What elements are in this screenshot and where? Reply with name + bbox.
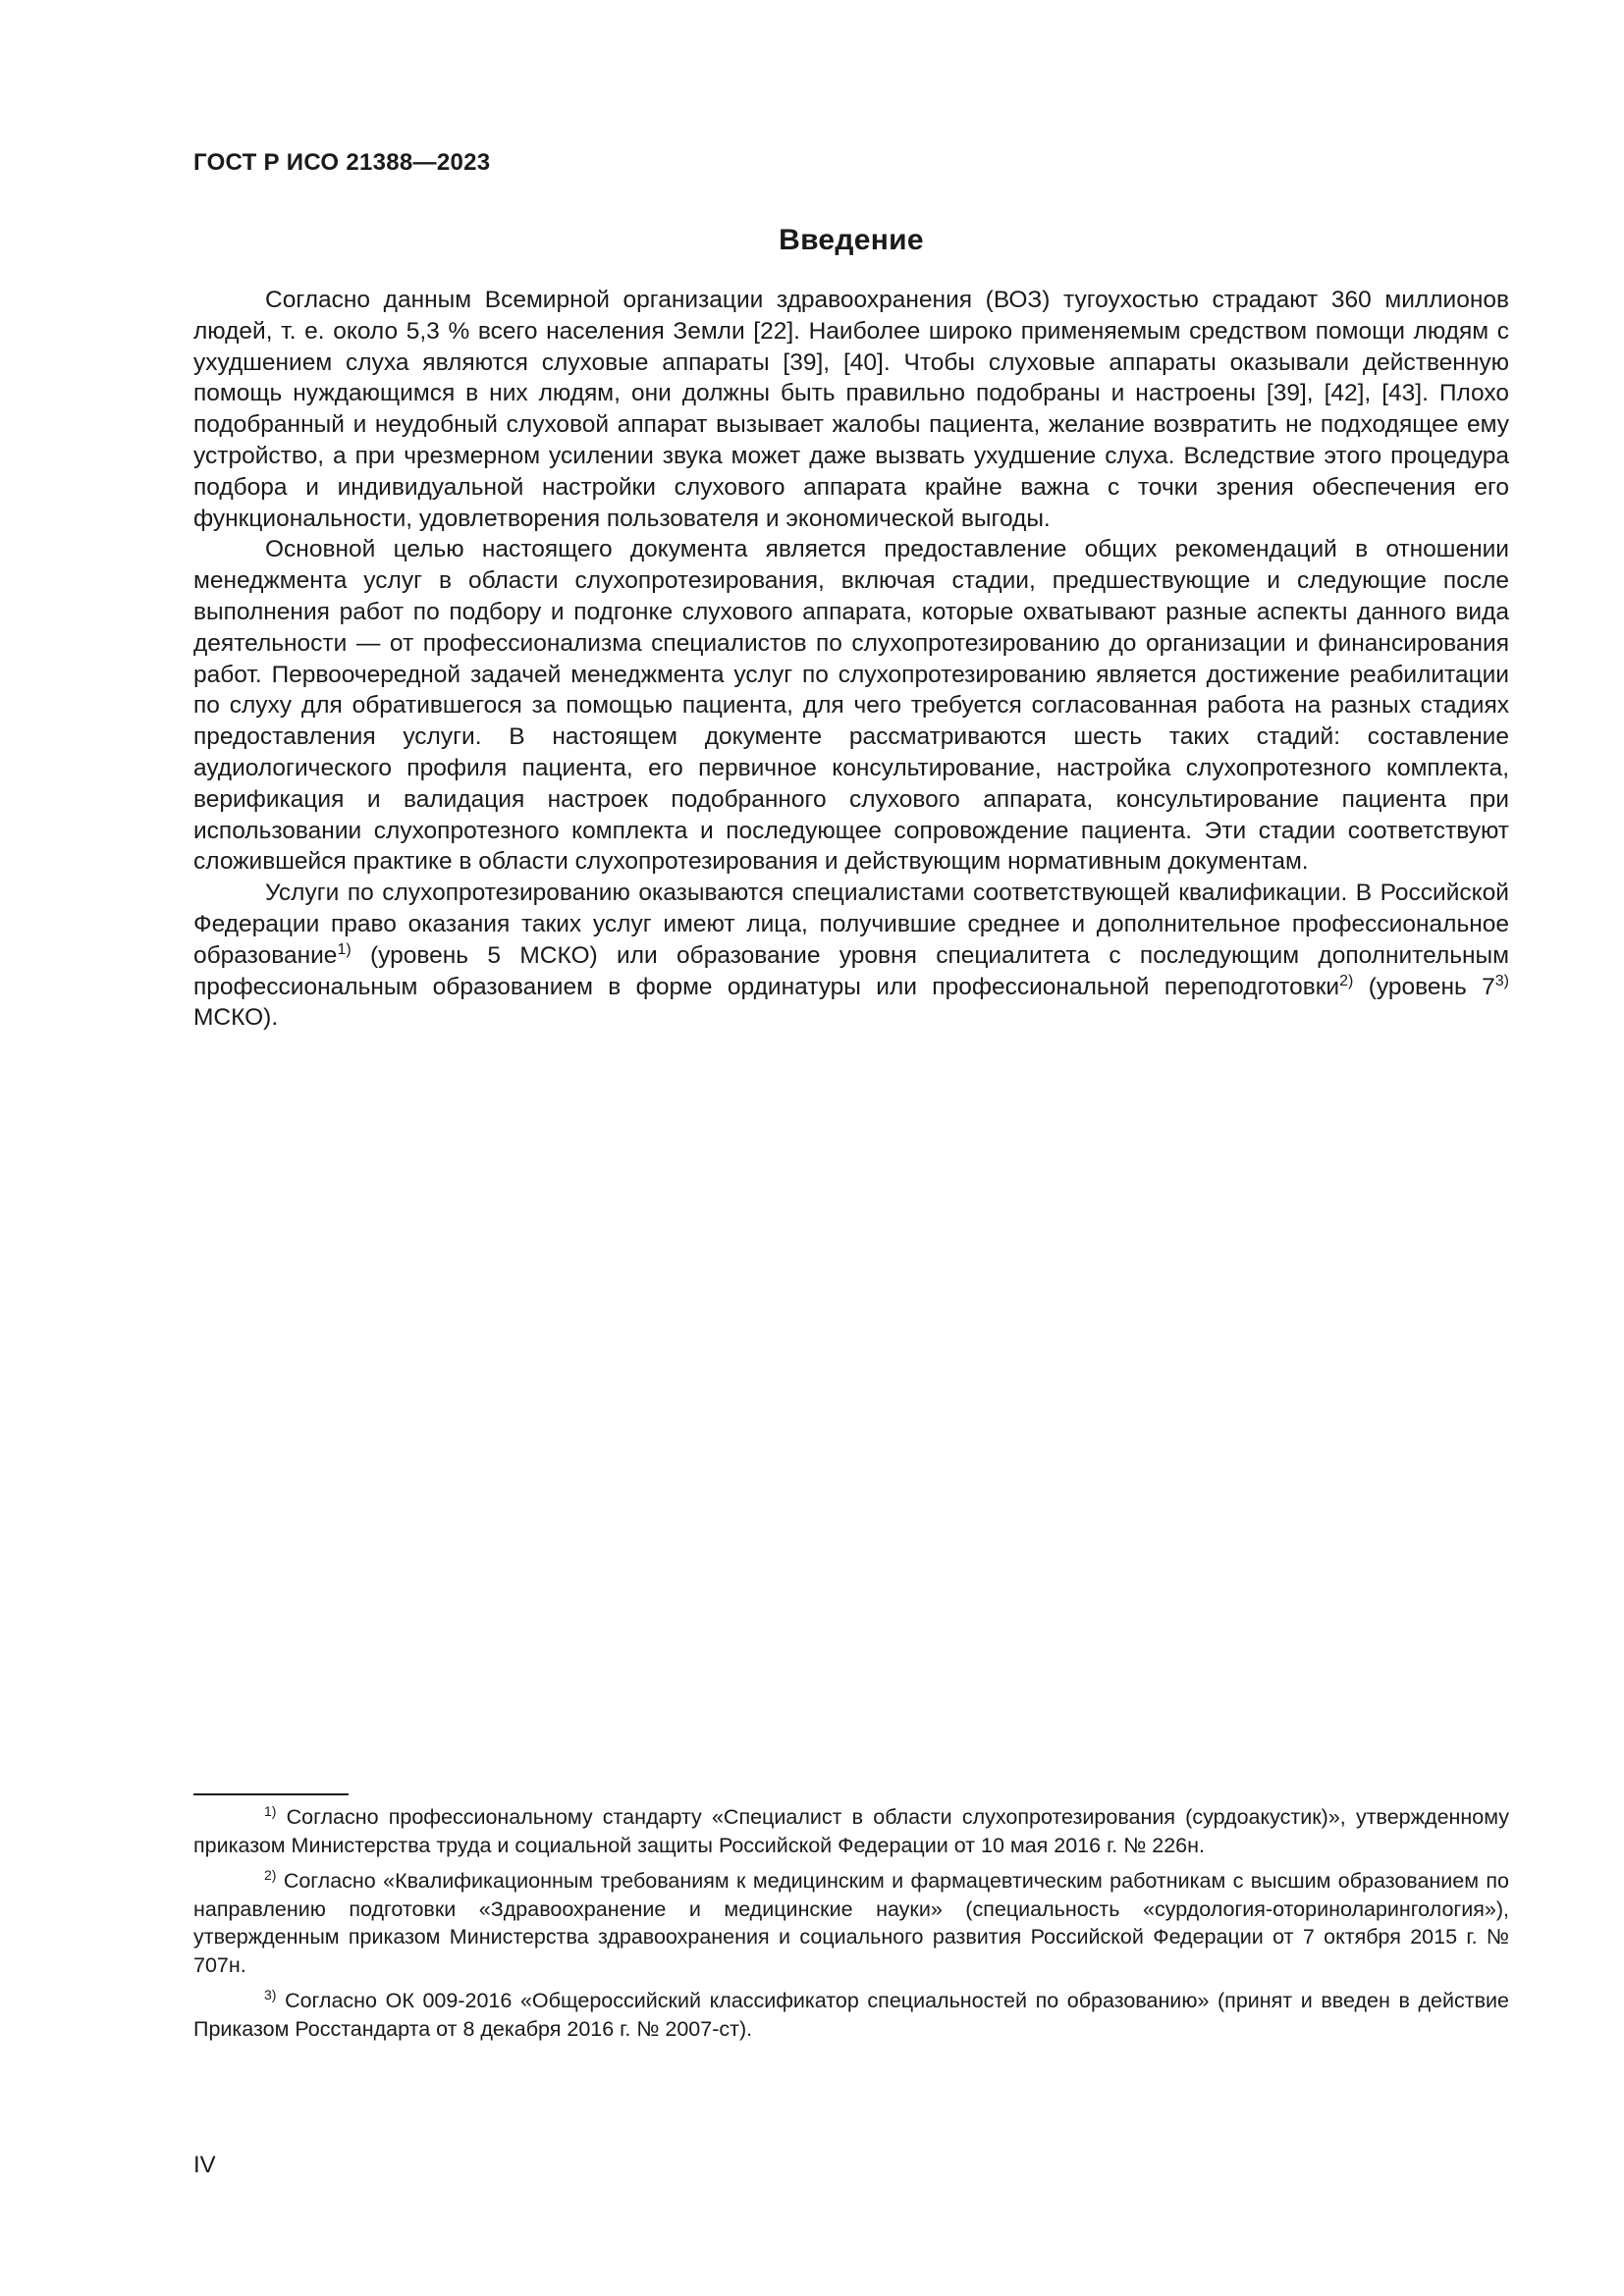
paragraph-3-text-1: Услуги по слухопротезированию оказываются специалистами соответствующей квалификации. В Российской Федерации право оказания таких услуг имеют лица, получившие среднее и дополнительное профессиональное образование [193, 880, 1509, 969]
paragraph-2: Основной целью настоящего документа является предоставление общих рекомендаций в отношении менеджмента услуг в области слухопротезирования, включая стадии, предшествующие и следующие после выполнения работ по подбору и подгонке слухового аппарата, которые охватывают разные аспекты данного вида деятельности — от профессионализма специалистов по слухопротезированию до организации и финансирования работ. Первоочередной задачей менеджмента услуг по слухопротезированию является достижение реабилитации по слуху для обратившегося за помощью пациента, для чего требуется согласованная работа на разных стадиях предоставления услуги. В настоящем документе рассматриваются шесть таких стадий: составление аудиологического профиля пациента, его первичное консультирование, настройка слухопротезного комплекта, верификация и валидация настроек подобранного слухового аппарата, консультирование пациента при использовании слухопротезного комплекта и последующее сопровождение пациента. Эти стадии соответствуют сложившейся практике в области слухопротезирования и действующим нормативным документам. [193, 536, 1509, 876]
footnote-marker-1: 1) [264, 1803, 277, 1819]
footnote-text-2: Согласно «Квалификационным требованиям к медицинским и фармацевтическим работникам с высшим образованием по направлению подготовки «Здравоохранение и медицинские науки» (специальность «сурдология-оториноларингология»), утвержденным приказом Министерства здравоохранения и социального развития Российской Федерации от 7 октября 2015 г. № 707н. [193, 1869, 1509, 1977]
paragraph-1: Согласно данным Всемирной организации здравоохранения (ВОЗ) тугоухостью страдают 360 миллионов людей, т. е. около 5,3 % всего населения Земли [22]. Наиболее широко применяемым средством помощи людям с ухудшением слуха являются слуховые аппараты [39], [40]. Чтобы слуховые аппараты оказывали действенную помощь нуждающимся в них людям, они должны быть правильно подобраны и настроены [39], [42], [43]. Плохо подобранный и неудобный слуховой аппарат вызывает жалобы пациента, желание возвратить не подходящее ему устройство, а при чрезмерном усилении звука может даже вызвать ухудшение слуха. Вследствие этого процедура подбора и индивидуальной настройки слухового аппарата крайне важна с точки зрения обеспечения его функциональности, удовлетворения пользователя и экономической выгоды. [193, 287, 1509, 532]
footnotes [193, 1803, 1509, 2051]
paragraph-3 [193, 878, 1509, 1034]
footnote-ref-2: 2) [1339, 972, 1354, 989]
footnote-2 [193, 1867, 1509, 1979]
footnote-ref-3: 3) [1494, 972, 1509, 989]
footnote-divider [193, 1793, 349, 1795]
footnote-text-1: Согласно профессиональному стандарту «Специалист в области слухопротезирования (сурдоакустик)», утвержденному приказом Министерства труда и социальной защиты Российской Федерации от 10 мая 2016 г. № 226н. [193, 1805, 1509, 1857]
footnote-1 [193, 1803, 1509, 1859]
footnote-marker-3: 3) [264, 1987, 277, 2002]
paragraph-3-text-4: МСКО). [193, 1004, 279, 1032]
page-number: IV [193, 2152, 216, 2178]
main-text [193, 285, 1509, 1034]
footnote-3 [193, 1987, 1509, 2043]
footnote-marker-2: 2) [264, 1867, 277, 1883]
document-code-header: ГОСТ Р ИСО 21388—2023 [193, 149, 491, 176]
footnote-ref-1: 1) [337, 940, 352, 958]
footnote-text-3: Согласно ОК 009-2016 «Общероссийский классификатор специальностей по образованию» (принят и введен в действие Приказом Росстандарта от 8 декабря 2016 г. № 2007-ст). [193, 1989, 1509, 2041]
paragraph-3-text-3: (уровень 7 [1353, 973, 1495, 1000]
section-title: Введение [779, 224, 924, 256]
paragraph-3-text-2: (уровень 5 МСКО) или образование уровня специалитета с последующим дополнительным профессиональным образованием в форме ординатуры или профессиональной переподготовки [193, 941, 1509, 1000]
